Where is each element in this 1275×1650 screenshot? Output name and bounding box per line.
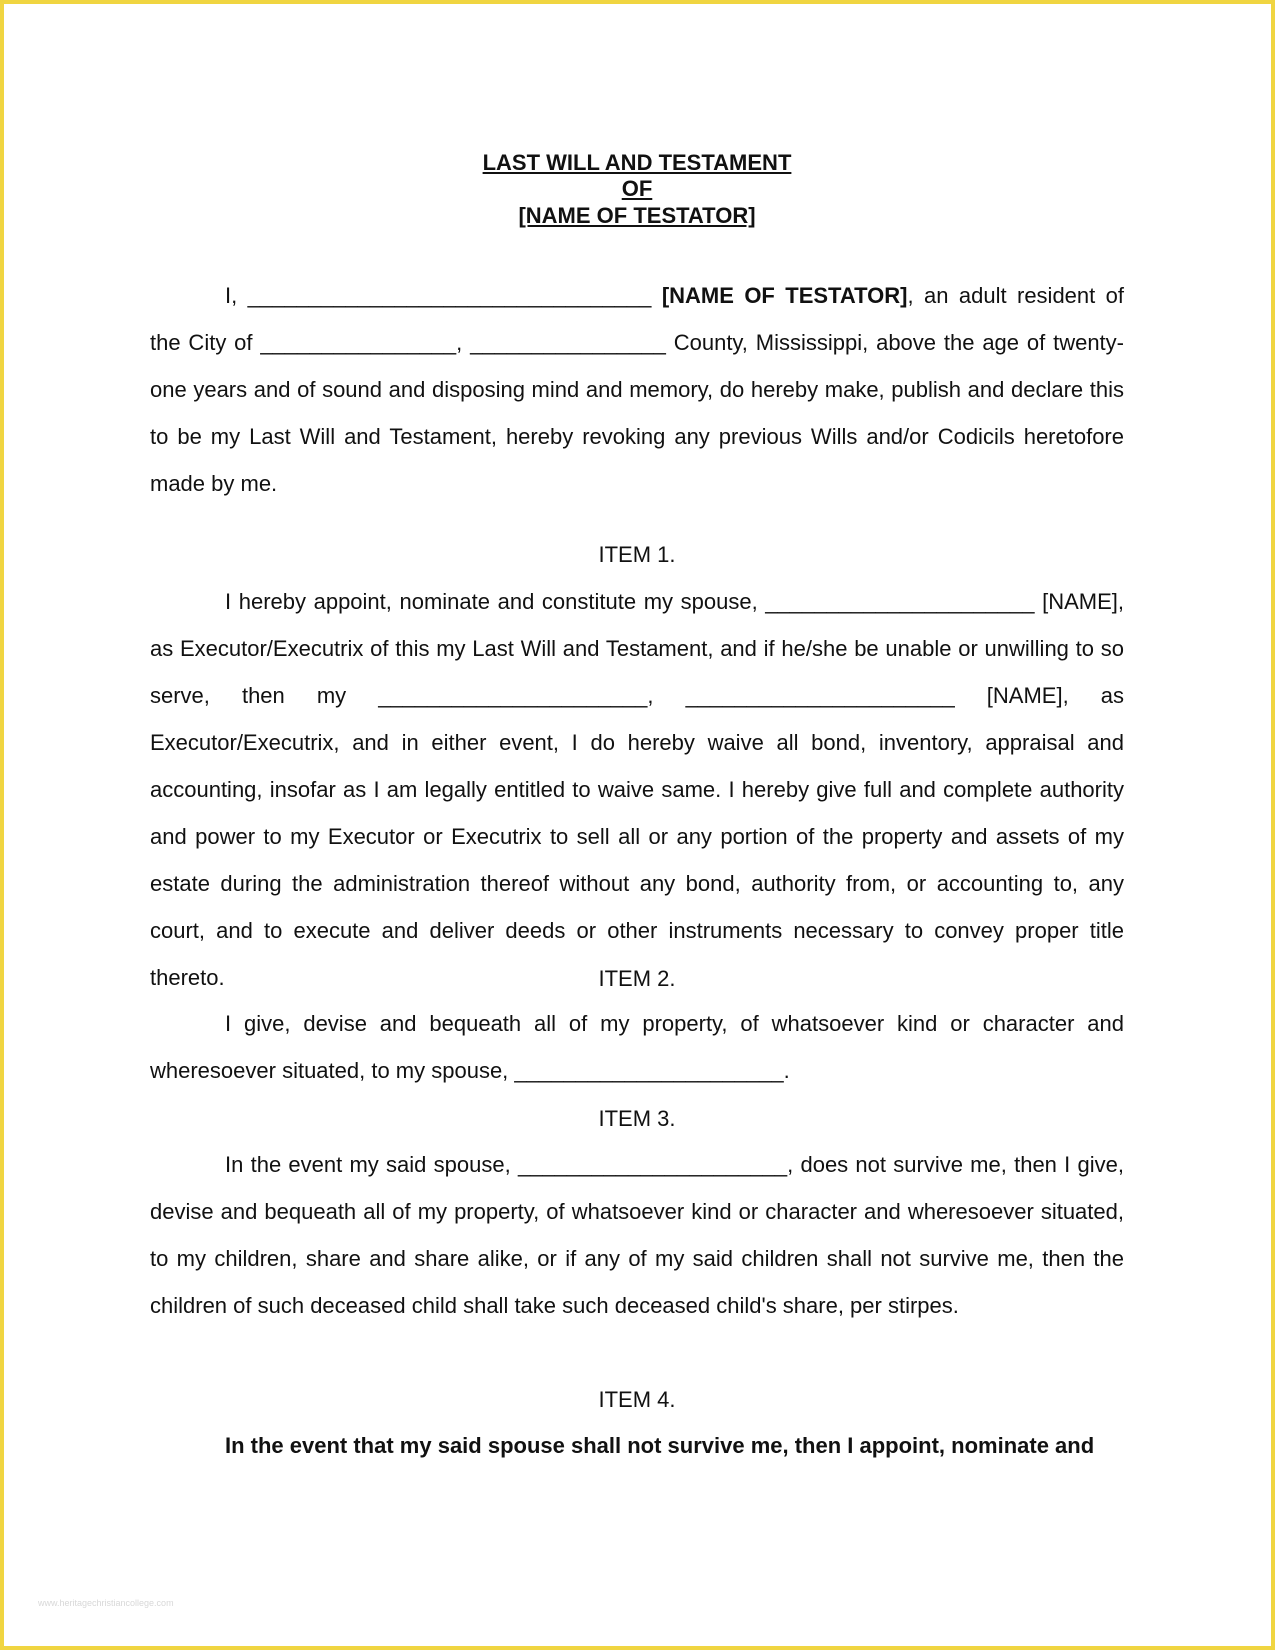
item-1-text: I hereby appoint, nominate and constitute my spouse, ______________________ [NAME], as Executor/Executrix of this my Last Will and Testament, and if he/she be unable or unwilling to so serve, then my ______________________, ______________________ [NAME], as Executor/Executrix, and in either event, I do hereby waive all bond, inventory, appraisal and accounting, insofar as I am legally entitled to waive same. I hereby give full and complete authority and power to my Executor or Executrix to sell all or any portion of the property and assets of my estate during the administration thereof without any bond, authority from, or accounting to, any court, and to execute and deliver deeds or other instruments necessary to convey proper title thereto. xyxy=(150,589,1124,990)
item-3-text: In the event my said spouse, ______________________, does not survive me, then I give, devise and bequeath all of my property, of whatsoever kind or character and wheresoever situated, to my children, share and share alike, or if any of my said children shall not survive me, then the children of such deceased child shall take such deceased child's share, per stirpes. xyxy=(150,1152,1124,1318)
item-1-paragraph xyxy=(150,578,1124,1001)
item-4-text: In the event that my said spouse shall not survive me, then I appoint, nominate and xyxy=(225,1433,1095,1458)
item-2-text: I give, devise and bequeath all of my property, of whatsoever kind or character and wheresoever situated, to my spouse, ______________________. xyxy=(150,1011,1124,1083)
item-4-paragraph xyxy=(150,1422,1124,1469)
testator-name-placeholder: [NAME OF TESTATOR] xyxy=(661,283,908,308)
document-title-of: OF xyxy=(621,176,653,201)
document-title-testator: [NAME OF TESTATOR] xyxy=(518,203,756,228)
intro-lead: I, _________________________________ xyxy=(225,283,662,308)
intro-rest: , an adult resident of the City of ________________, ________________ County, Mississippi, above the age of twenty-one years and of sound and disposing mind and memory, do hereby make, publish and declare this to be my Last Will and Testament, hereby revoking any previous Wills and/or Codicils heretofore made by me. xyxy=(150,283,1125,496)
item-1-heading: ITEM 1. xyxy=(598,542,676,567)
document-title: LAST WILL AND TESTAMENT xyxy=(482,150,792,175)
intro-paragraph xyxy=(150,272,1124,507)
item-3-paragraph xyxy=(150,1141,1124,1329)
item-2-paragraph xyxy=(150,1000,1124,1094)
source-watermark: www.heritagechristiancollege.com xyxy=(38,1598,174,1608)
item-2-heading: ITEM 2. xyxy=(598,966,676,991)
item-4-heading: ITEM 4. xyxy=(598,1387,676,1412)
item-3-heading: ITEM 3. xyxy=(598,1106,676,1131)
